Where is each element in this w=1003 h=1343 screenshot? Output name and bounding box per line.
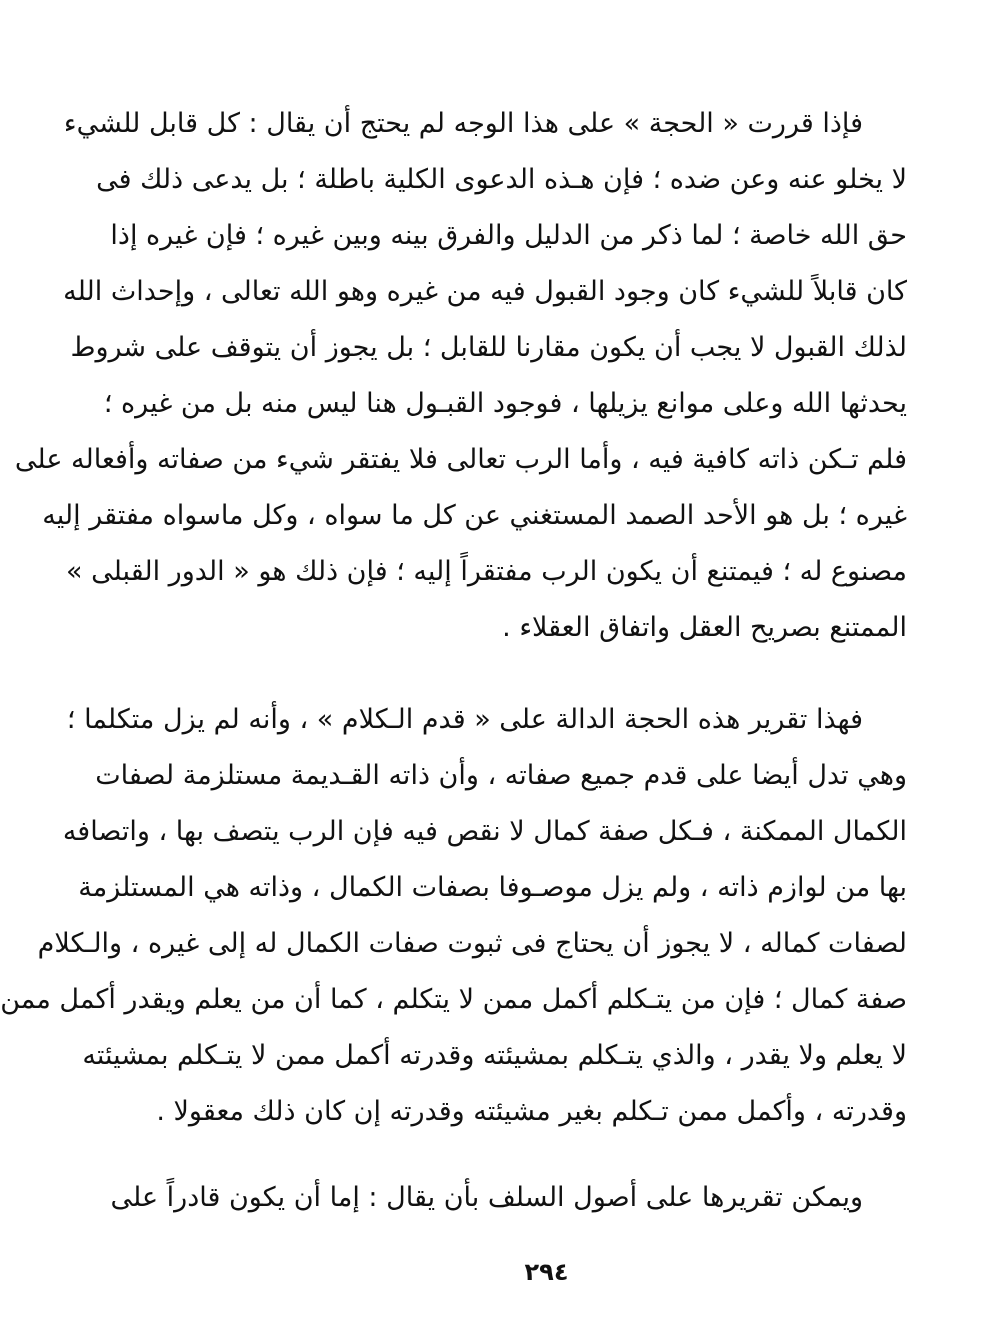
text-line: لا يعلم ولا يقدر ، والذي يتـكلم بمشيئته وقدرته أكمل ممن لا يتـكلم بمشيئته xyxy=(82,1040,907,1071)
text-line: كان قابلاً للشيء كان وجود القبول فيه من غيره وهو الله تعالى ، وإحداث الله xyxy=(63,276,907,307)
text-line: وقدرته ، وأكمل ممن تـكلم بغير مشيئته وقدرته إن كان ذلك معقولا . xyxy=(156,1096,907,1127)
text-line: فهذا تقرير هذه الحجة الدالة على « قدم الـكلام » ، وأنه لم يزل متكلما ؛ xyxy=(66,704,863,735)
text-line: ويمكن تقريرها على أصول السلف بأن يقال : إما أن يكون قادراً على xyxy=(110,1182,863,1213)
text-line: فلم تـكن ذاته كافية فيه ، وأما الرب تعالى فلا يفتقر شيء من صفاته وأفعاله على xyxy=(14,444,907,475)
text-line: حق الله خاصة ؛ لما ذكر من الدليل والفرق بينه وبين غيره ؛ فإن غيره إذا xyxy=(110,220,907,251)
text-line: يحدثها الله وعلى موانع يزيلها ، فوجود القبـول هنا ليس منه بل من غيره ؛ xyxy=(103,388,907,419)
paragraph-1 xyxy=(14,96,907,656)
paragraph-3 xyxy=(110,1170,907,1226)
text-line: صفة كمال ؛ فإن من يتـكلم أكمل ممن لا يتكلم ، كما أن من يعلم ويقدر أكمل ممن xyxy=(0,984,907,1015)
text-line: لا يخلو عنه وعن ضده ؛ فإن هـذه الدعوى الكلية باطلة ؛ بل يدعى ذلك فى xyxy=(96,164,907,195)
paragraph-2 xyxy=(0,692,907,1140)
text-line: فإذا قررت « الحجة » على هذا الوجه لم يحتج أن يقال : كل قابل للشيء xyxy=(63,108,863,139)
text-line: الكمال الممكنة ، فـكل صفة كمال لا نقص فيه فإن الرب يتصف بها ، واتصافه xyxy=(62,816,907,847)
text-line: لذلك القبول لا يجب أن يكون مقارنا للقابل ؛ بل يجوز أن يتوقف على شروط xyxy=(70,332,907,363)
page-number: ٢٩٤ xyxy=(524,1258,569,1286)
text-line: بها من لوازم ذاته ، ولم يزل موصـوفا بصفات الكمال ، وذاته هي المستلزمة xyxy=(78,872,907,903)
text-line: وهي تدل أيضا على قدم جميع صفاته ، وأن ذاته القـديمة مستلزمة لصفات xyxy=(95,760,907,791)
text-line: لصفات كماله ، لا يجوز أن يحتاج فى ثبوت صفات الكمال له إلى غيره ، والـكلام xyxy=(37,928,907,959)
text-line: مصنوع له ؛ فيمتنع أن يكون الرب مفتقراً إليه ؛ فإن ذلك هو « الدور القبلى » xyxy=(66,556,907,587)
text-line: الممتنع بصريح العقل واتفاق العقلاء . xyxy=(502,612,907,643)
text-line: غيره ؛ بل هو الأحد الصمد المستغني عن كل ما سواه ، وكل ماسواه مفتقر إليه xyxy=(42,500,907,531)
